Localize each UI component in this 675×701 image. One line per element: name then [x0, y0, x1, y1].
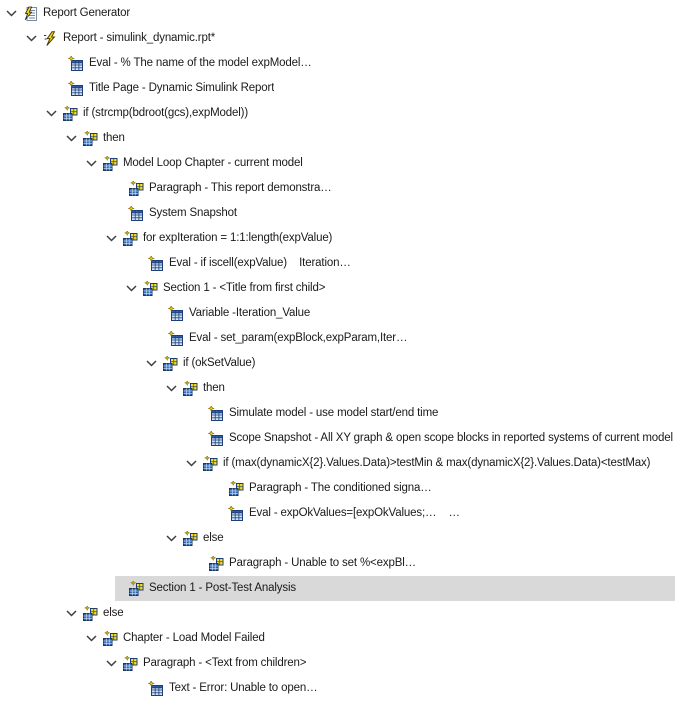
component-icon [122, 231, 138, 247]
table-icon [148, 256, 164, 272]
component-icon [122, 656, 138, 672]
tree-node[interactable] [0, 676, 675, 701]
tree-node[interactable] [0, 476, 675, 501]
tree-node-label: Scope Snapshot - All XY graph & open scope blocks in reported systems of current model [229, 432, 673, 444]
tree-node-selected[interactable] [0, 576, 675, 601]
tree-node-label: for expIteration = 1:1:length(expValue) [143, 232, 333, 244]
tree-node[interactable] [0, 351, 675, 376]
tree-node[interactable] [0, 26, 675, 51]
expander-spacer [186, 551, 208, 576]
tree-node[interactable] [0, 176, 675, 201]
chevron-down-icon[interactable] [26, 26, 42, 51]
chevron-down-icon[interactable] [66, 126, 82, 151]
component-icon [202, 456, 218, 472]
tree-node-label: Eval - % The name of the model expModel… [89, 57, 312, 69]
expander-spacer [106, 176, 128, 201]
tree-node-label: Eval - expOkValues=[expOkValues;… … [249, 507, 460, 519]
tree-node[interactable] [0, 376, 675, 401]
table-icon [228, 506, 244, 522]
tree-node[interactable] [0, 651, 675, 676]
table-icon [208, 431, 224, 447]
tree-node[interactable] [0, 226, 675, 251]
tree-node-label: Eval - if iscell(expValue) Iteration… [169, 257, 351, 269]
tree-node[interactable] [0, 601, 675, 626]
generator-icon [22, 6, 38, 22]
tree-node-label: else [203, 532, 224, 544]
expander-spacer [126, 676, 148, 701]
tree-node-label: Text - Error: Unable to open… [169, 682, 318, 694]
expander-spacer [126, 251, 148, 276]
table-icon [68, 81, 84, 97]
tree-node-label: Report Generator [43, 7, 131, 19]
tree-node-label: Title Page - Dynamic Simulink Report [89, 82, 275, 94]
chevron-down-icon[interactable] [146, 351, 162, 376]
expander-spacer [106, 201, 128, 226]
tree-node-label: Paragraph - The conditioned signa… [249, 482, 432, 494]
expander-spacer [146, 326, 168, 351]
table-icon [168, 306, 184, 322]
expander-spacer [146, 301, 168, 326]
chevron-down-icon[interactable] [46, 101, 62, 126]
tree-node-label: else [103, 607, 124, 619]
table-icon [128, 206, 144, 222]
tree-node[interactable] [0, 251, 675, 276]
tree-node-label: Section 1 - Post-Test Analysis [149, 582, 296, 594]
chevron-down-icon[interactable] [86, 151, 102, 176]
tree-node-label: Simulate model - use model start/end time [229, 407, 439, 419]
tree-node[interactable] [0, 426, 675, 451]
table-icon [208, 406, 224, 422]
chevron-down-icon[interactable] [6, 1, 22, 26]
table-icon [68, 56, 84, 72]
expander-spacer [46, 51, 68, 76]
expander-spacer [46, 76, 68, 101]
component-icon [62, 106, 78, 122]
tree-node-label: Report - simulink_dynamic.rpt* [63, 32, 216, 44]
tree-node-label: Model Loop Chapter - current model [123, 157, 303, 169]
tree-node[interactable] [0, 126, 675, 151]
tree-node[interactable] [0, 551, 675, 576]
tree-node-label: Chapter - Load Model Failed [123, 632, 265, 644]
component-icon [82, 131, 98, 147]
tree-node[interactable] [0, 451, 675, 476]
tree-node[interactable] [0, 151, 675, 176]
tree-node[interactable] [0, 101, 675, 126]
tree-node[interactable] [0, 276, 675, 301]
expander-spacer [115, 576, 128, 601]
tree-node-label: if (okSetValue) [183, 357, 256, 369]
chevron-down-icon[interactable] [86, 626, 102, 651]
tree-node[interactable] [0, 51, 675, 76]
component-icon [142, 281, 158, 297]
tree-node-label: then [103, 132, 125, 144]
tree-node[interactable] [0, 326, 675, 351]
component-icon [102, 156, 118, 172]
chevron-down-icon[interactable] [186, 451, 202, 476]
tree-node-label: Variable -Iteration_Value [189, 307, 311, 319]
chevron-down-icon[interactable] [106, 651, 122, 676]
component-icon [128, 181, 144, 197]
tree-node[interactable] [0, 501, 675, 526]
chevron-down-icon[interactable] [166, 526, 182, 551]
component-icon [162, 356, 178, 372]
tree-node-label: Paragraph - This report demonstra… [149, 182, 332, 194]
component-icon [102, 631, 118, 647]
chevron-down-icon[interactable] [126, 276, 142, 301]
tree-node[interactable] [0, 76, 675, 101]
component-icon [128, 581, 144, 597]
chevron-down-icon[interactable] [106, 226, 122, 251]
tree-node[interactable] [0, 626, 675, 651]
tree-node-label: Paragraph - Unable to set %<expBl… [229, 557, 416, 569]
table-icon [168, 331, 184, 347]
chevron-down-icon[interactable] [66, 601, 82, 626]
report-icon [42, 31, 58, 47]
expander-spacer [206, 476, 228, 501]
table-icon [148, 681, 164, 697]
component-icon [228, 481, 244, 497]
tree-node-label: if (strcmp(bdroot(gcs),expModel)) [83, 107, 249, 119]
expander-spacer [186, 426, 208, 451]
tree-node[interactable] [0, 301, 675, 326]
tree-node-label: Section 1 - <Title from first child> [163, 282, 326, 294]
component-icon [208, 556, 224, 572]
tree-node[interactable] [0, 201, 675, 226]
expander-spacer [206, 501, 228, 526]
component-icon [82, 606, 98, 622]
tree-node-label: then [203, 382, 225, 394]
chevron-down-icon[interactable] [166, 376, 182, 401]
expander-spacer [186, 401, 208, 426]
component-icon [182, 381, 198, 397]
tree-node[interactable] [0, 1, 675, 26]
tree-node-label: Paragraph - <Text from children> [143, 657, 307, 669]
tree-node[interactable] [0, 401, 675, 426]
component-icon [182, 531, 198, 547]
tree-node-label: Eval - set_param(expBlock,expParam,Iter… [189, 332, 408, 344]
tree-node[interactable] [0, 526, 675, 551]
tree-node-label: if (max(dynamicX{2}.Values.Data)>testMin & max(dynamicX{2}.Values.Data)<testMax) [223, 457, 651, 469]
tree-node-label: System Snapshot [149, 207, 237, 219]
